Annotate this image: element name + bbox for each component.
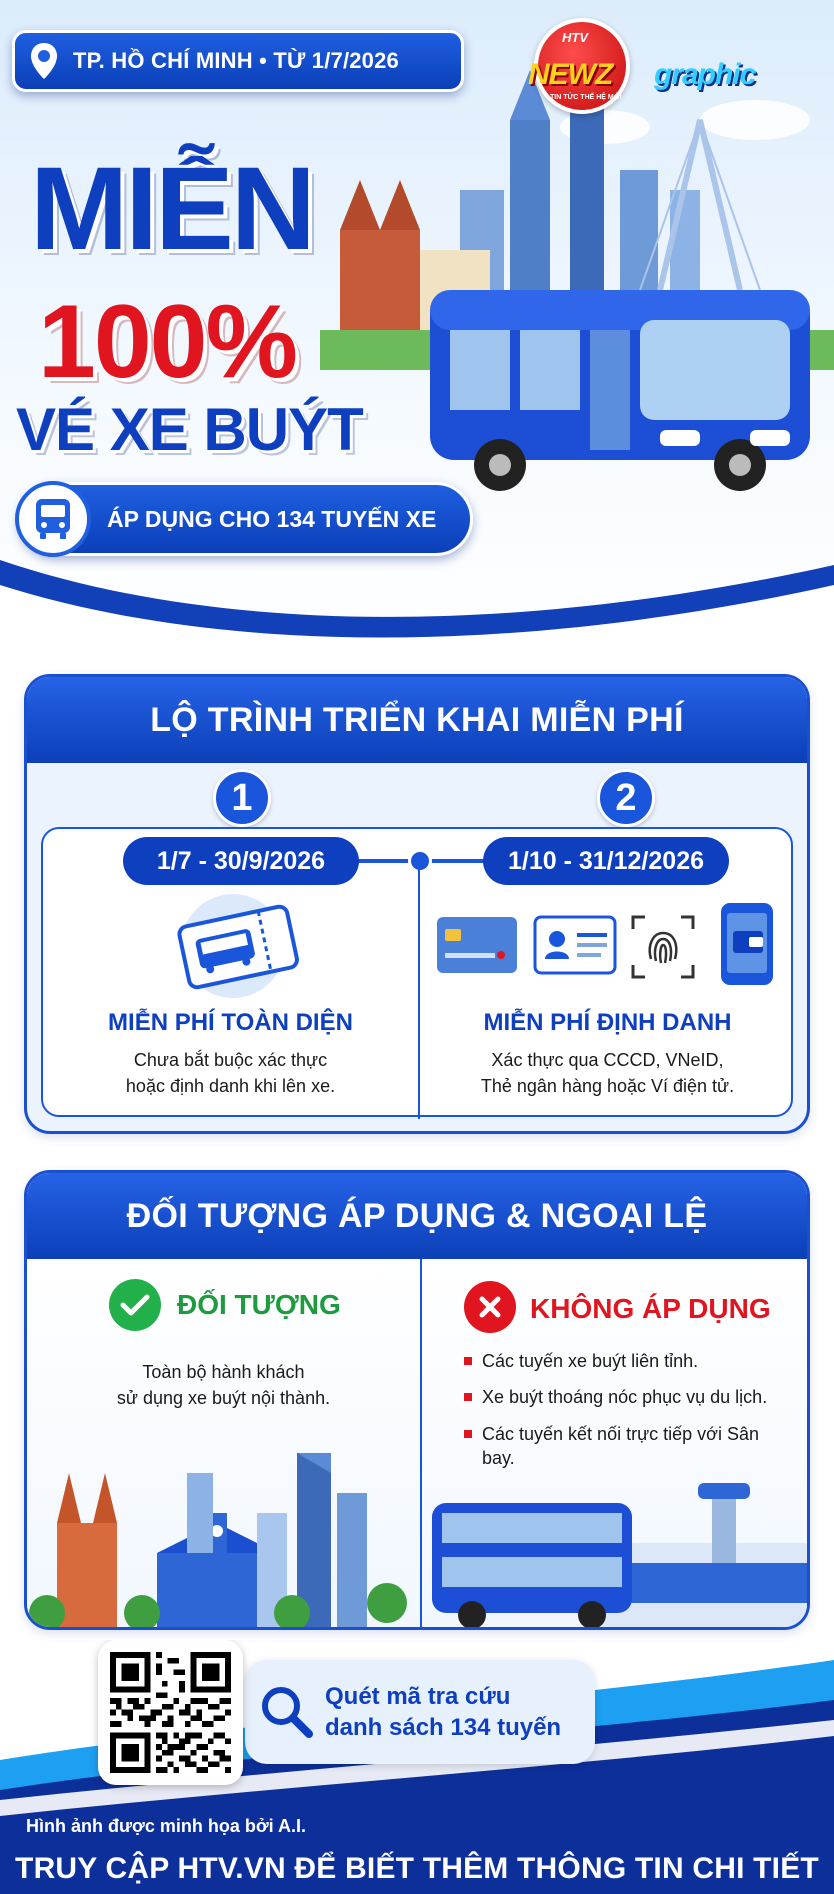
check-icon	[109, 1279, 161, 1331]
excluded-item: Các tuyến kết nối trực tiếp với Sân bay.	[462, 1422, 792, 1471]
title-line-2: 100%	[38, 284, 296, 400]
step-1-number: 1	[213, 769, 271, 827]
excluded-title: KHÔNG ÁP DỤNG	[530, 1293, 771, 1324]
title-line-1: MIỄN	[30, 143, 313, 275]
applies-title: ĐỐI TƯỢNG	[177, 1289, 341, 1320]
e-wallet-phone-icon	[719, 901, 775, 987]
step-2-date-pill: 1/10 - 31/12/2026	[483, 837, 729, 885]
logo-tagline: TIN TỨC THẾ HỆ MỚI	[550, 94, 622, 101]
location-date-label: TP. HỒ CHÍ MINH • TỪ 1/7/2026	[73, 48, 399, 73]
hero-banner	[0, 0, 834, 650]
step-1-description	[43, 1047, 418, 1099]
applies-description	[27, 1359, 420, 1411]
roadmap-steps-box	[41, 827, 793, 1117]
footer-cta-link[interactable]: TRUY CẬP HTV.VN ĐỂ BIẾT THÊM THÔNG TIN CHI TIẾT	[15, 1852, 819, 1885]
step-1-date-pill: 1/7 - 30/9/2026	[123, 837, 359, 885]
applies-desc-line-2: sử dụng xe buýt nội thành.	[116, 1388, 331, 1409]
timeline-dot	[408, 849, 432, 873]
scan-lookup-pill[interactable]	[245, 1660, 595, 1764]
roadmap-card	[24, 674, 810, 1134]
hero-wave-decoration	[0, 540, 834, 650]
eligibility-heading-text: ĐỐI TƯỢNG ÁP DỤNG & NGOẠI LỆ	[126, 1196, 708, 1235]
step-2-title: MIỄN PHÍ ĐỊNH DANH	[483, 1009, 732, 1036]
qr-code[interactable]	[98, 1640, 243, 1785]
step-2-desc-line-1: Xác thực qua CCCD, VNeID,	[491, 1050, 724, 1070]
ai-illustration-note: Hình ảnh được minh họa bởi A.I.	[26, 1816, 306, 1836]
title-line-3: VÉ XE BUÝT	[16, 396, 363, 463]
city-landmarks-illustration	[27, 1453, 420, 1630]
location-date-pill	[12, 30, 464, 92]
double-decker-bus-airport-illustration	[422, 1483, 810, 1630]
roadmap-heading-text: LỘ TRÌNH TRIỂN KHAI MIỄN PHÍ	[150, 700, 684, 739]
bus-ticket-icon	[163, 891, 313, 1006]
step-1-title: MIỄN PHÍ TOÀN DIỆN	[108, 1009, 353, 1036]
scan-lookup-line-2: danh sách 134 tuyến	[325, 1714, 562, 1741]
fingerprint-icon	[631, 915, 695, 979]
bank-card-icon	[435, 915, 519, 979]
excluded-item: Các tuyến xe buýt liên tỉnh.	[462, 1349, 792, 1373]
applies-desc-line-1: Toàn bộ hành khách	[142, 1362, 305, 1382]
excluded-column	[422, 1259, 810, 1630]
htv-newz-logo	[520, 18, 820, 118]
footer	[0, 1640, 834, 1894]
id-methods-icons	[435, 901, 785, 991]
search-icon	[259, 1684, 315, 1745]
excluded-list	[462, 1349, 792, 1482]
step-2-desc-line-2: Thẻ ngân hàng hoặc Ví điện tử.	[480, 1076, 735, 1097]
excluded-item: Xe buýt thoáng nóc phục vụ du lịch.	[462, 1385, 792, 1409]
step-2-description	[420, 1047, 795, 1099]
location-pin-icon	[15, 32, 73, 90]
applies-column	[27, 1259, 420, 1630]
scan-lookup-line-1: Quét mã tra cứu	[325, 1682, 511, 1710]
eligibility-card	[24, 1170, 810, 1630]
scan-lookup-label	[325, 1681, 561, 1743]
logo-news-text: NEWZ	[528, 58, 613, 91]
cross-icon	[464, 1281, 516, 1333]
logo-htv-text: HTV	[562, 30, 588, 45]
step-1-desc-line-1: Chưa bắt buộc xác thực	[133, 1050, 328, 1070]
step-2-number: 2	[597, 769, 655, 827]
logo-graphic-text: graphic	[654, 58, 756, 91]
id-card-icon	[533, 915, 617, 979]
bus-illustration	[420, 270, 820, 500]
step-1-desc-line-2: hoặc định danh khi lên xe.	[125, 1076, 336, 1097]
eligibility-heading	[27, 1173, 807, 1259]
roadmap-heading	[27, 677, 807, 763]
apply-routes-label: ÁP DỤNG CHO 134 TUYẾN XE	[107, 505, 437, 532]
